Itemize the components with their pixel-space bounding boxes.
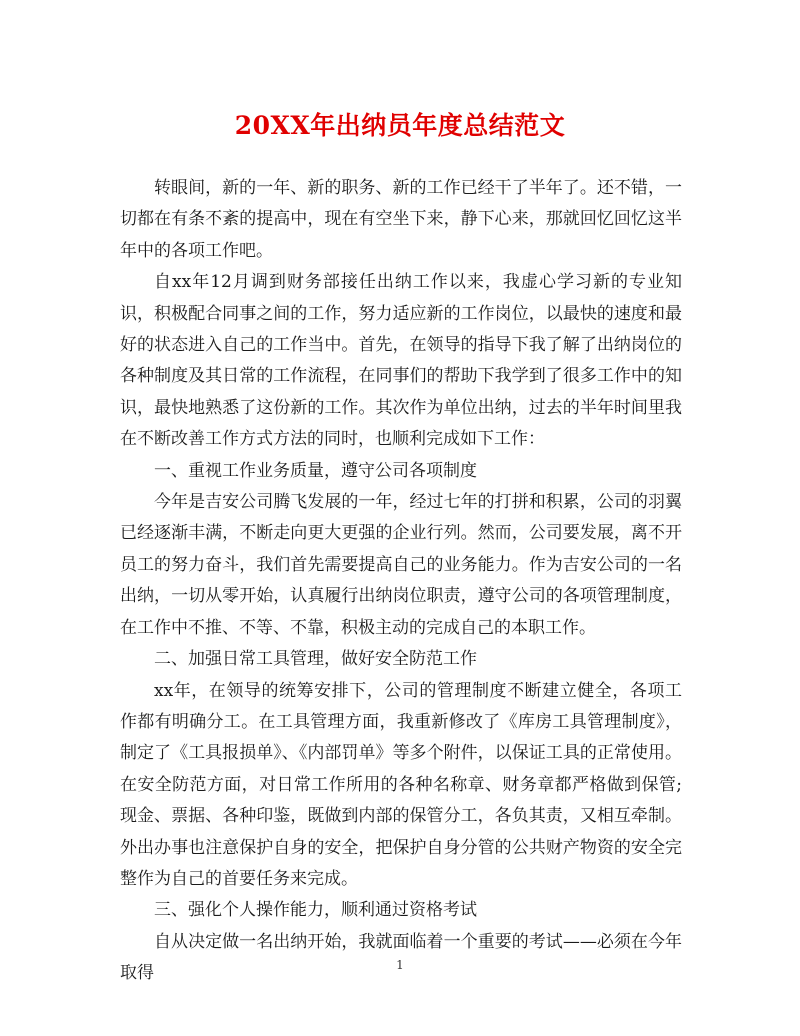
section-heading-3: 三、强化个人操作能力，顺利通过资格考试 xyxy=(154,900,477,921)
section-heading-2: 二、加强日常工具管理，做好安全防范工作 xyxy=(154,649,477,670)
document-title: 20XX年出纳员年度总结范文 xyxy=(234,111,566,140)
paragraph-section-3: 自从决定做一名出纳开始，我就面临着一个重要的考试——必须在今年取得 xyxy=(120,931,682,984)
paragraph-intro: 转眼间，新的一年、新的职务、新的工作已经干了半年了。还不错，一切都在有条不紊的提高中，现在有空坐下来，静下心来，那就回忆回忆这半年中的各项工作吧。 xyxy=(120,178,682,261)
paragraph-section-1: 今年是吉安公司腾飞发展的一年，经过七年的打拼和积累，公司的羽翼已经逐渐丰满，不断走向更大更强的企业行列。然而，公司要发展，离不开员工的努力奋斗，我们首先需要提高自己的业务能力。作为吉安公司的一名出纳，一切从零开始，认真履行出纳岗位职责，遵守公司的各项管理制度，在工作中不推、不等、不靠，积极主动的完成自己的本职工作。 xyxy=(120,492,682,638)
document-body xyxy=(120,173,682,990)
paragraph-section-2: xx年，在领导的统筹安排下，公司的管理制度不断建立健全，各项工作都有明确分工。在工具管理方面，我重新修改了《库房工具管理制度》，制定了《工具报损单》、《内部罚单》等多个附件，以保证工具的正常使用。在安全防范方面，对日常工作所用的各种名称章、财务章都严格做到保管;现金、票据、各种印鉴，既做到内部的保管分工，各负其责，又相互牵制。外出办事也注意保护自身的安全，把保护自身分管的公共财产物资的安全完整作为自己的首要任务来完成。 xyxy=(120,680,682,889)
section-heading-1: 一、重视工作业务质量，遵守公司各项制度 xyxy=(154,460,477,481)
paragraph-background: 自xx年12月调到财务部接任出纳工作以来，我虚心学习新的专业知识，积极配合同事之间的工作，努力适应新的工作岗位，以最快的速度和最好的状态进入自己的工作当中。首先，在领导的指导下我了解了出纳岗位的各种制度及其日常的工作流程，在同事们的帮助下我学到了很多工作中的知识，最快地熟悉了这份新的工作。其次作为单位出纳，过去的半年时间里我在不断改善工作方式方法的同时，也顺利完成如下工作： xyxy=(120,272,682,450)
page-number: 1 xyxy=(396,958,404,972)
